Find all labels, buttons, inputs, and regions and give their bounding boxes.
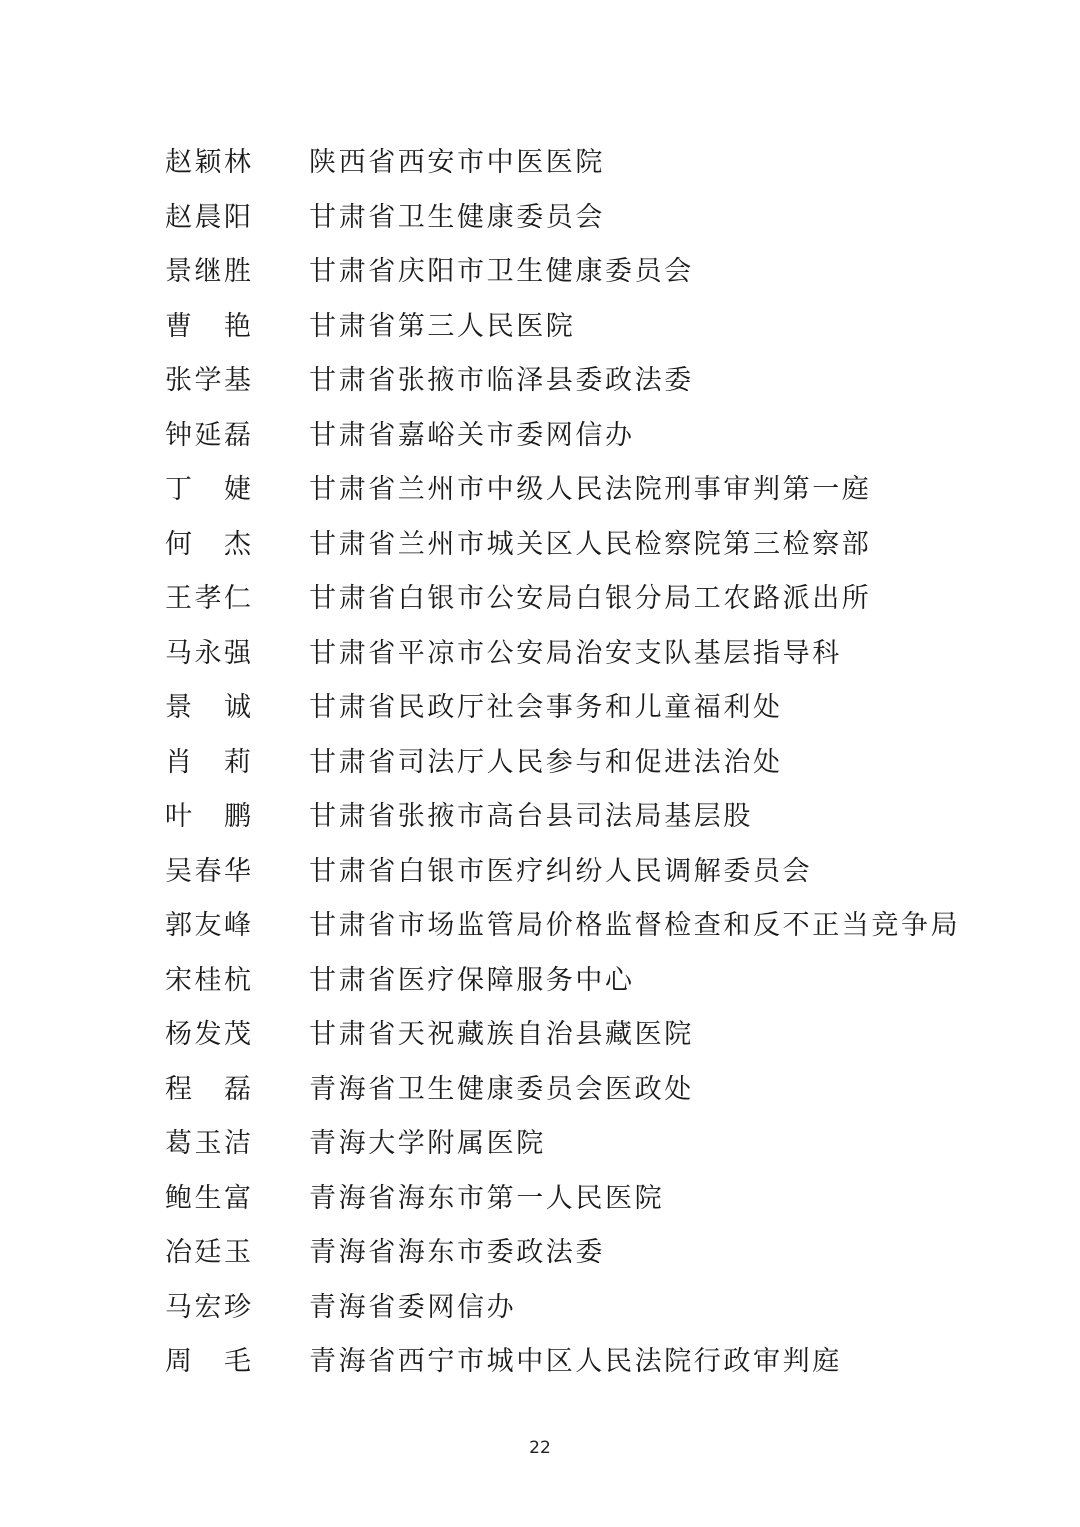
list-item [0, 1117, 1080, 1172]
list-item [0, 681, 1080, 736]
list-item [0, 790, 1080, 845]
list-item [0, 245, 1080, 300]
page-number: 22 [529, 1438, 551, 1458]
person-name: 景 诚 [165, 692, 251, 723]
list-item [0, 354, 1080, 409]
organization: 青海省海东市委政法委 [309, 1237, 605, 1268]
organization: 甘肃省医疗保障服务中心 [309, 964, 635, 996]
person-name: 宋 桂 杭 [165, 964, 251, 996]
organization: 甘肃省兰州市中级人民法院刑事审判第一庭 [309, 474, 872, 505]
organization: 青海大学附属医院 [309, 1128, 546, 1159]
person-name: 何 杰 [165, 528, 251, 560]
person-name: 郭 友 峰 [165, 910, 251, 941]
organization: 甘肃省兰州市城关区人民检察院第三检察部 [309, 528, 872, 560]
personnel-list [0, 136, 1080, 1390]
person-name: 曹 艳 [165, 310, 251, 342]
list-item [0, 300, 1080, 355]
list-item [0, 1226, 1080, 1281]
person-name: 周 毛 [165, 1346, 251, 1377]
organization: 甘肃省张掖市高台县司法局基层股 [309, 801, 753, 832]
organization: 甘肃省庆阳市卫生健康委员会 [309, 256, 694, 287]
organization: 甘肃省司法厅人民参与和促进法治处 [309, 746, 783, 778]
list-item [0, 463, 1080, 518]
organization: 甘肃省张掖市临泽县委政法委 [309, 365, 694, 396]
organization: 青海省海东市第一人民医院 [309, 1182, 665, 1214]
person-name: 马 永 强 [165, 637, 251, 669]
person-name: 程 磊 [165, 1073, 251, 1105]
organization: 青海省委网信办 [309, 1291, 517, 1323]
person-name: 肖 莉 [165, 746, 251, 778]
organization: 甘肃省第三人民医院 [309, 310, 576, 342]
list-item [0, 518, 1080, 573]
organization: 甘肃省天祝藏族自治县藏医院 [309, 1019, 694, 1050]
organization: 青海省西宁市城中区人民法院行政审判庭 [309, 1346, 842, 1377]
list-item [0, 627, 1080, 682]
person-name: 赵 颖 林 [165, 147, 251, 178]
person-name: 冶 廷 玉 [165, 1237, 251, 1268]
organization: 青海省卫生健康委员会医政处 [309, 1073, 694, 1105]
list-item [0, 1172, 1080, 1227]
list-item [0, 1063, 1080, 1118]
person-name: 马 宏 珍 [165, 1291, 251, 1323]
person-name: 杨 发 茂 [165, 1019, 251, 1050]
organization: 甘肃省卫生健康委员会 [309, 201, 605, 233]
list-item [0, 954, 1080, 1009]
person-name: 鲍 生 富 [165, 1182, 251, 1214]
list-item [0, 136, 1080, 191]
person-name: 王 孝 仁 [165, 583, 251, 614]
list-item [0, 1281, 1080, 1336]
person-name: 张 学 基 [165, 365, 251, 396]
list-item [0, 1335, 1080, 1390]
person-name: 叶 鹏 [165, 801, 251, 832]
organization: 陕西省西安市中医医院 [309, 147, 605, 178]
list-item [0, 736, 1080, 791]
organization: 甘肃省嘉峪关市委网信办 [309, 419, 635, 451]
organization: 甘肃省民政厅社会事务和儿童福利处 [309, 692, 783, 723]
organization: 甘肃省白银市医疗纠纷人民调解委员会 [309, 855, 813, 887]
organization: 甘肃省市场监管局价格监督检查和反不正当竞争局 [309, 910, 961, 941]
person-name: 葛 玉 洁 [165, 1128, 251, 1159]
person-name: 丁 婕 [165, 474, 251, 505]
organization: 甘肃省平凉市公安局治安支队基层指导科 [309, 637, 842, 669]
list-item [0, 572, 1080, 627]
list-item [0, 191, 1080, 246]
list-item [0, 1008, 1080, 1063]
organization: 甘肃省白银市公安局白银分局工农路派出所 [309, 583, 872, 614]
person-name: 钟 延 磊 [165, 419, 251, 451]
list-item [0, 409, 1080, 464]
list-item [0, 845, 1080, 900]
person-name: 吴 春 华 [165, 855, 251, 887]
list-item [0, 899, 1080, 954]
person-name: 景 继 胜 [165, 256, 251, 287]
person-name: 赵 晨 阳 [165, 201, 251, 233]
